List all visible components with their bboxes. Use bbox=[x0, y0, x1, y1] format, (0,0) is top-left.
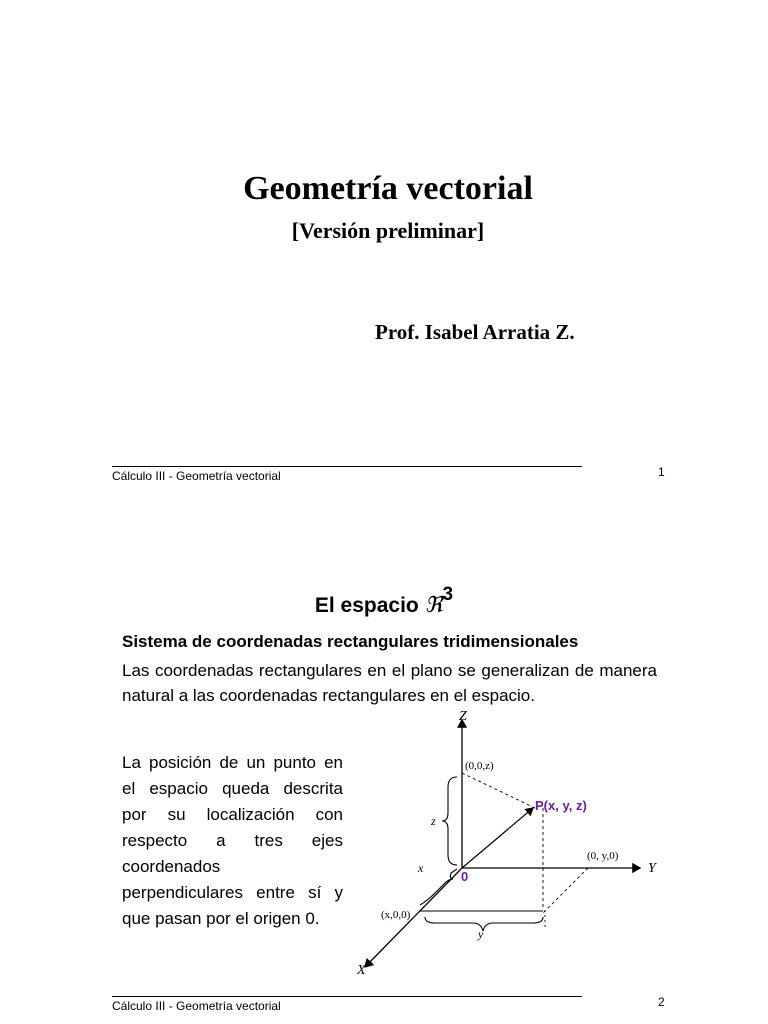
section-title-text: El espacio bbox=[314, 594, 419, 617]
vector-op bbox=[462, 808, 533, 868]
document-subtitle: [Versión preliminar] bbox=[291, 218, 485, 243]
x-brace bbox=[420, 869, 457, 905]
page-number: 1 bbox=[658, 465, 665, 479]
dashed-z-to-p bbox=[462, 773, 535, 808]
point-p-label: P(x, y, z) bbox=[535, 798, 587, 813]
y-point-label: (0, y,0) bbox=[587, 850, 619, 862]
x-axis bbox=[365, 868, 462, 967]
description-paragraph: La posición de un punto en el espacio queda descrita por su localización con respecto a tres ejes coordenados perpendiculares entre sí y que pasan por el origen 0. bbox=[122, 753, 343, 928]
footer-rule bbox=[112, 466, 582, 467]
superscript-three: 3 bbox=[442, 584, 454, 605]
section-subheading: Sistema de coordenadas rectangulares tridimensionales bbox=[122, 632, 579, 651]
z-axis-label: Z bbox=[459, 709, 467, 724]
z-brace bbox=[442, 777, 457, 865]
y-axis-label: Y bbox=[648, 861, 656, 876]
x-axis-label: X bbox=[357, 963, 366, 978]
intro-paragraph: Las coordenadas rectangulares en el plano se generalizan de manera natural a las coordenadas rectangulares en el espacio. bbox=[122, 661, 657, 705]
page-footer: Cálculo III - Geometría vectorial bbox=[112, 999, 281, 1013]
page-number: 2 bbox=[658, 995, 665, 1009]
y-brace bbox=[425, 917, 543, 931]
x-point-label: (x,0,0) bbox=[381, 909, 411, 921]
real-space-symbol: ℜ bbox=[424, 592, 443, 617]
page-footer: Cálculo III - Geometría vectorial bbox=[112, 469, 281, 483]
footer-rule bbox=[112, 996, 582, 997]
y-brace-label: y bbox=[478, 927, 484, 941]
x-brace-label: x bbox=[418, 861, 424, 875]
section-title bbox=[0, 584, 768, 618]
document-title: Geometría vectorial bbox=[243, 170, 533, 207]
origin-label: 0 bbox=[461, 869, 469, 884]
coordinate-system-diagram bbox=[345, 705, 675, 980]
z-point-label: (0,0,z) bbox=[465, 760, 494, 772]
author-name: Prof. Isabel Arratia Z. bbox=[375, 320, 575, 344]
z-brace-label: z bbox=[431, 814, 436, 828]
dashed-y-to-base bbox=[543, 868, 588, 913]
